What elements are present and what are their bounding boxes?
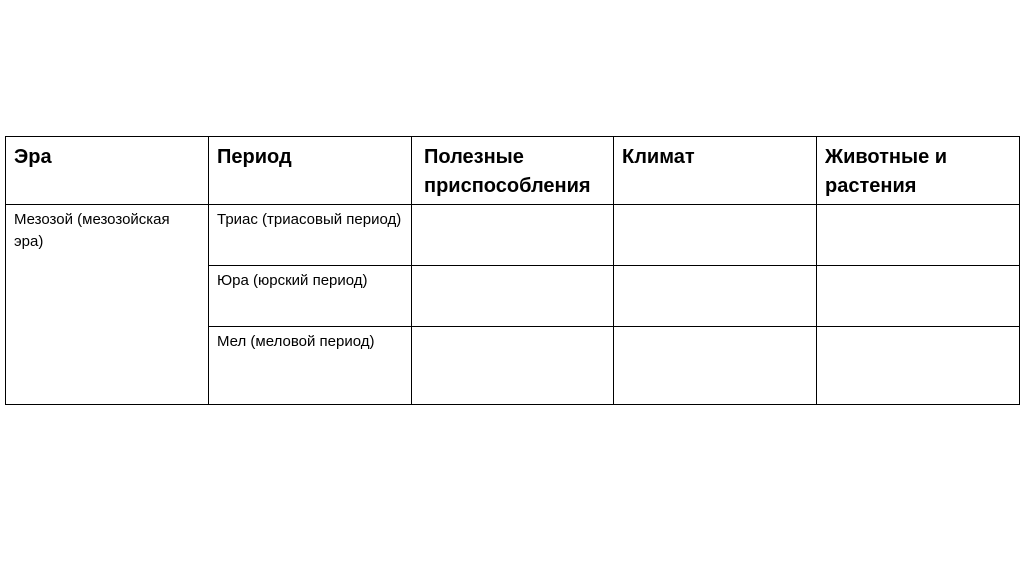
adaptations-cell xyxy=(412,205,614,266)
period-name: Юра (юрский период) xyxy=(217,272,368,289)
header-period: Период xyxy=(209,137,412,205)
header-adaptations: Полезные приспособления xyxy=(412,137,614,205)
period-cell xyxy=(209,327,412,405)
header-era: Эра xyxy=(6,137,209,205)
period-name: Триас (триасовый период) xyxy=(217,211,402,228)
period-name: Мел (меловой период) xyxy=(217,333,375,350)
era-name: Мезозой (мезозойская эра) xyxy=(14,211,170,250)
adaptations-cell xyxy=(412,327,614,405)
climate-cell xyxy=(614,266,817,327)
period-cell xyxy=(209,266,412,327)
fauna-flora-cell xyxy=(817,327,1020,405)
climate-cell xyxy=(614,205,817,266)
header-row xyxy=(6,137,1020,205)
climate-cell xyxy=(614,327,817,405)
header-climate: Климат xyxy=(614,137,817,205)
period-cell xyxy=(209,205,412,266)
header-fauna-flora: Животные и растения xyxy=(817,137,1020,205)
era-cell xyxy=(6,205,209,405)
era-table xyxy=(5,136,1020,405)
table-row xyxy=(6,205,1020,266)
fauna-flora-cell xyxy=(817,266,1020,327)
fauna-flora-cell xyxy=(817,205,1020,266)
adaptations-cell xyxy=(412,266,614,327)
